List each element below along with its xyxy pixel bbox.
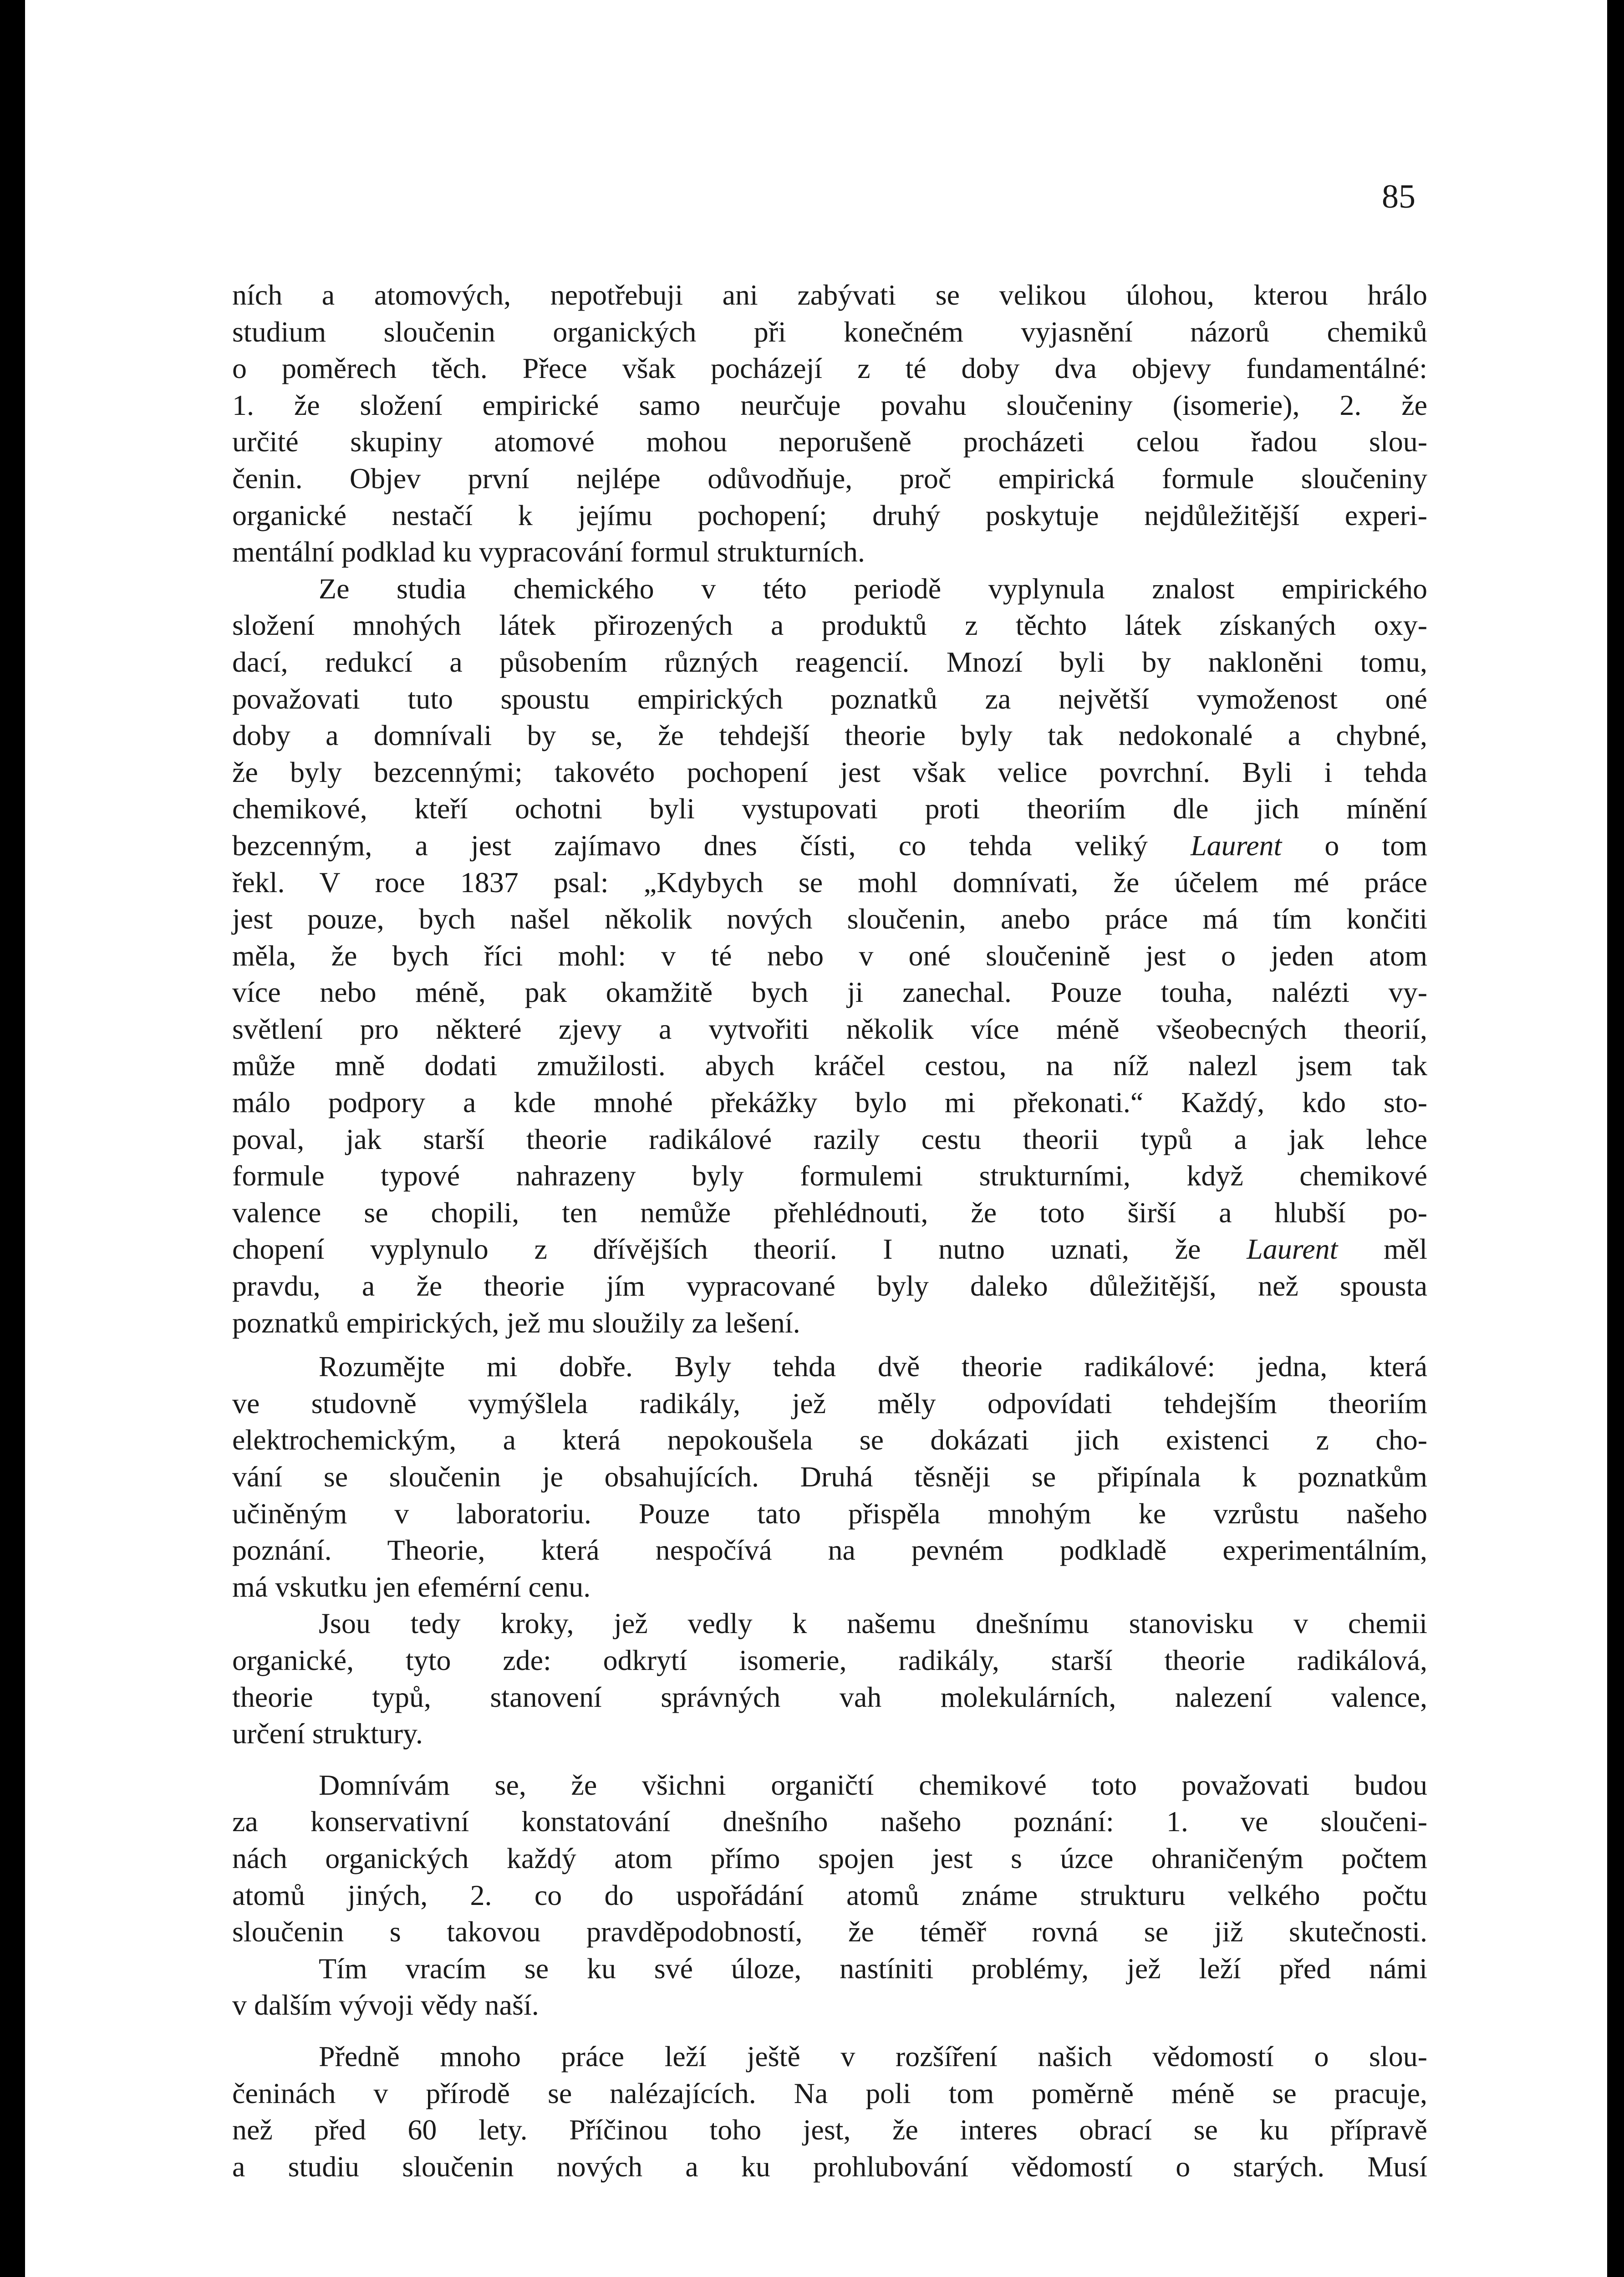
text-line: vání se sloučenin je obsahujících. Druhá těsněji se připínala k poznatkům — [232, 1460, 1427, 1493]
text-line: řekl. V roce 1837 psal: „Kdybych se mohl domnívati, že účelem mé práce — [232, 866, 1427, 899]
text-line: formule typové nahrazeny byly formulemi strukturními, když chemikové — [232, 1159, 1427, 1192]
text-line: jest pouze, bych našel několik nových sloučenin, anebo práce má tím končiti — [232, 903, 1427, 935]
text-line: sloučenin s takovou pravděpodobností, že téměř rovná se již skutečnosti. — [232, 1915, 1427, 1948]
text-line: nách organických každý atom přímo spojen jest s úzce ohraničeným počtem — [232, 1842, 1427, 1874]
person-name-laurent: Laurent — [1190, 829, 1282, 862]
text-line: určité skupiny atomové mohou neporušeně procházeti celou řadou slou- — [232, 425, 1427, 458]
body-text — [232, 277, 1427, 2185]
text-line: organické nestačí k jejímu pochopení; druhý poskytuje nejdůležitější experi- — [232, 499, 1427, 531]
text-line: může mně dodati zmužilosti. abych kráčel cestou, na níž nalezl jsem tak — [232, 1049, 1427, 1082]
text-fragment: bezcenným, a jest zajímavo dnes čísti, co tehda veliký — [232, 829, 1148, 862]
text-line: že byly bezcennými; takovéto pochopení jest však velice povrchní. Byli i tehda — [232, 756, 1427, 788]
text-line: za konservativní konstatování dnešního našeho poznání: 1. ve sloučeni- — [232, 1805, 1427, 1838]
text-line: čenin. Objev první nejlépe odůvodňuje, proč empirická formule sloučeniny — [232, 462, 1427, 495]
text-line: studium sloučenin organických při konečném vyjasnění názorů chemiků — [232, 315, 1427, 348]
text-fragment: o tom — [1324, 829, 1427, 862]
text-line: organické, tyto zde: odkrytí isomerie, radikály, starší theorie radikálová, — [232, 1644, 1427, 1676]
text-line: mentální podklad ku vypracování formul strukturních. — [232, 536, 865, 568]
text-line: více nebo méně, pak okamžitě bych ji zanechal. Pouze touha, nalézti vy- — [232, 976, 1427, 1009]
paragraph-2 — [232, 571, 1427, 1341]
text-line: málo podpory a kde mnohé překážky bylo mi překonati.“ Každý, kdo sto- — [232, 1086, 1427, 1119]
text-line: než před 60 lety. Příčinou toho jest, že interes obrací se ku přípravě — [232, 2114, 1427, 2146]
text-line: ních a atomových, nepotřebuji ani zabývati se velikou úlohou, kterou hrálo — [232, 279, 1427, 311]
text-line: doby a domnívali by se, že tehdejší theorie byly tak nedokonalé a chybné, — [232, 719, 1427, 752]
text-line-with-name — [232, 1231, 1427, 1268]
text-line: má vskutku jen efemérní cenu. — [232, 1570, 591, 1603]
text-line: poznatků empirických, jež mu sloužily za lešení. — [232, 1306, 800, 1339]
paragraph-4 — [232, 1605, 1427, 1752]
text-line: elektrochemickým, a která nepokoušela se dokázati jich existenci z cho- — [232, 1424, 1427, 1456]
text-line: Jsou tedy kroky, jež vedly k našemu dnešnímu stanovisku v chemii — [319, 1607, 1427, 1640]
text-line: valence se chopili, ten nemůže přehlédnouti, že toto širší a hlubší po- — [232, 1196, 1427, 1229]
text-line: dací, redukcí a působením různých reagencií. Mnozí byli by nakloněni tomu, — [232, 645, 1427, 678]
text-fragment: chopení vyplynulo z dřívějších theorií. I nutno uznati, že — [232, 1233, 1201, 1266]
text-line: měla, že bych říci mohl: v té nebo v oné sloučenině jest o jeden atom — [232, 939, 1427, 972]
text-line: o poměrech těch. Přece však pocházejí z té doby dva objevy fundamentálné: — [232, 352, 1427, 385]
text-line: světlení pro některé zjevy a vytvořiti několik více méně všeobecných theorií, — [232, 1012, 1427, 1045]
text-line: Domnívám se, že všichni organičtí chemikové toto považovati budou — [319, 1768, 1427, 1801]
text-line: určení struktury. — [232, 1717, 423, 1750]
text-line: poznání. Theorie, která nespočívá na pevném podkladě experimentálním, — [232, 1534, 1427, 1567]
text-line: theorie typů, stanovení správných vah molekulárních, nalezení valence, — [232, 1680, 1427, 1713]
text-line: ve studovně vymýšlela radikály, jež měly odpovídati tehdejším theoriím — [232, 1387, 1427, 1419]
text-line: Tím vracím se ku své úloze, nastíniti problémy, jež leží před námi — [319, 1952, 1427, 1985]
text-line: pravdu, a že theorie jím vypracované byly daleko důležitější, než spousta — [232, 1270, 1427, 1302]
text-line: atomů jiných, 2. co do uspořádání atomů známe strukturu velkého počtu — [232, 1879, 1427, 1911]
text-fragment: měl — [1384, 1233, 1427, 1266]
person-name-laurent: Laurent — [1247, 1233, 1338, 1266]
text-line: chemikové, kteří ochotni byli vystupovati proti theoriím dle jich mínění — [232, 792, 1427, 825]
text-line: složení mnohých látek přirozených a produktů z těchto látek získaných oxy- — [232, 609, 1427, 642]
paragraph-3 — [232, 1348, 1427, 1605]
text-line: učiněným v laboratoriu. Pouze tato přispěla mnohým ke vzrůstu našeho — [232, 1497, 1427, 1530]
text-line: Ze studia chemického v této periodě vyplynula znalost empirického — [319, 572, 1427, 605]
text-line: v dalším vývoji vědy naší. — [232, 1989, 539, 2022]
paragraph-5 — [232, 1767, 1427, 1950]
text-line: čeninách v přírodě se nalézajících. Na poli tom poměrně méně se pracuje, — [232, 2077, 1427, 2109]
page-number: 85 — [1382, 178, 1415, 215]
text-line: 1. že složení empirické samo neurčuje povahu sloučeniny (isomerie), 2. že — [232, 388, 1427, 421]
paragraph-1 — [232, 277, 1427, 571]
text-line: považovati tuto spoustu empirických poznatků za největší vymoženost oné — [232, 682, 1427, 715]
text-line-with-name — [232, 827, 1427, 864]
paragraph-7 — [232, 2038, 1427, 2185]
text-line: Rozumějte mi dobře. Byly tehda dvě theorie radikálové: jedna, která — [319, 1350, 1427, 1383]
text-line: a studiu sloučenin nových a ku prohlubování vědomostí o starých. Musí — [232, 2150, 1427, 2183]
page — [25, 0, 1607, 2277]
paragraph-6 — [232, 1950, 1427, 2024]
text-line: Předně mnoho práce leží ještě v rozšíření našich vědomostí o slou- — [319, 2040, 1427, 2073]
text-line: poval, jak starší theorie radikálové razily cestu theorii typů a jak lehce — [232, 1123, 1427, 1155]
